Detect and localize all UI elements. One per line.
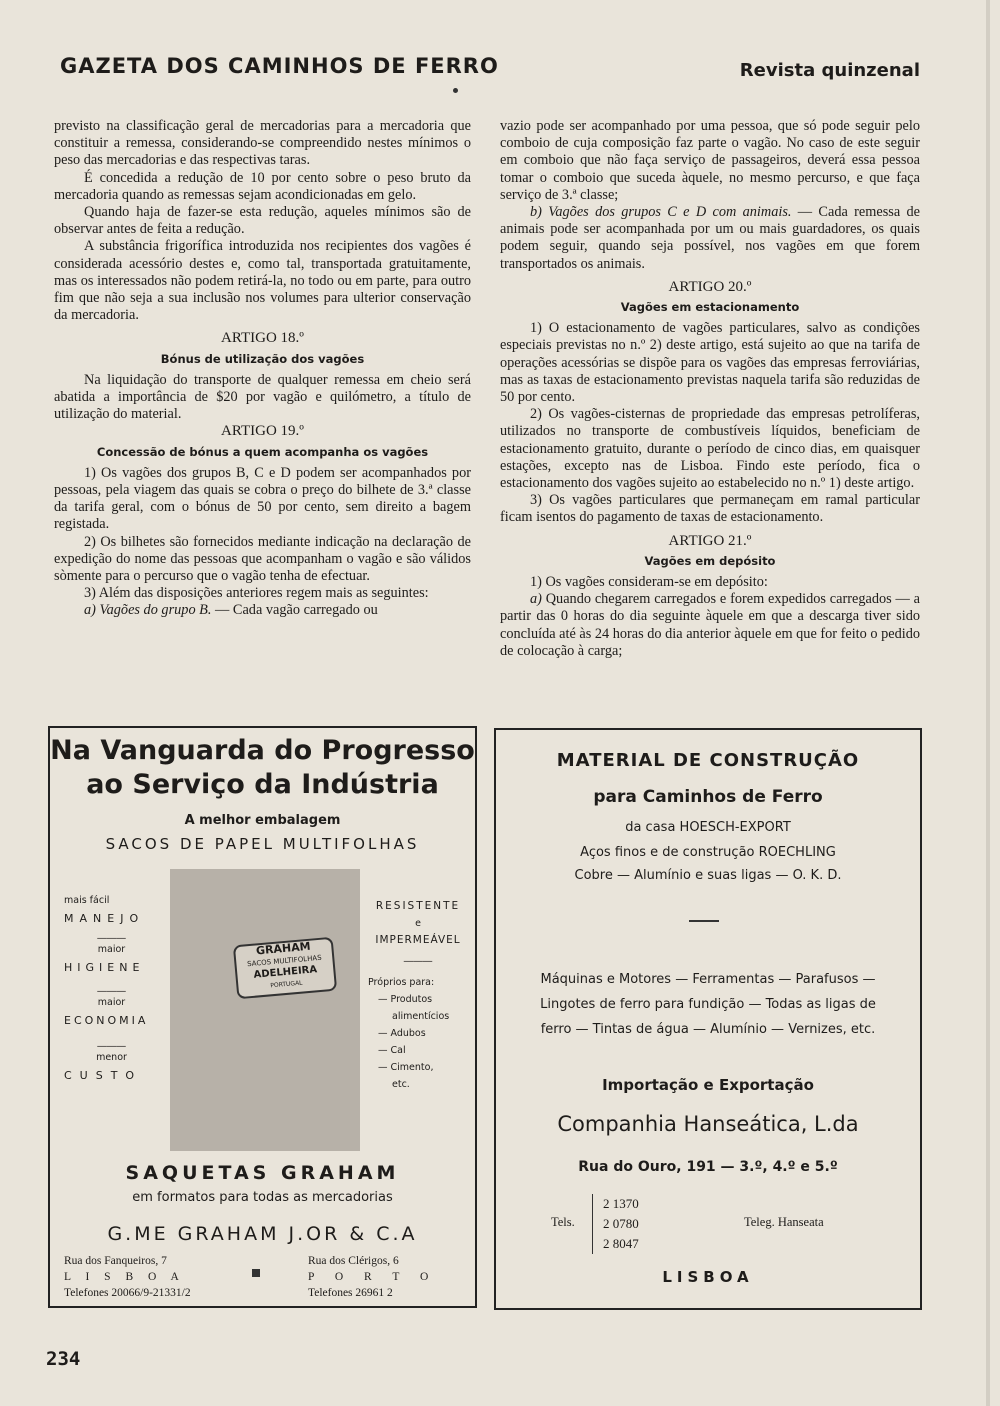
bag-label: [233, 937, 337, 1000]
bag-text: SACOS MULTIFOLHAS: [246, 953, 322, 969]
telephone-number: 2 1370: [603, 1196, 639, 1211]
feature-word: MANEJO: [64, 912, 145, 925]
feature-text: e: [415, 918, 421, 929]
paragraph: 1) O estacionamento de vagões particulares, salvo as condições especiais previstas no n.º 2) deste artigo, está sujeito ao que na tarifa de operações acessórias se dispõe para os vagões das empresas ferroviárias, mas as taxas de estacionamento previstas naquela tarifa são reduzidas de 50 por cento.: [500, 320, 920, 406]
telephone-number: 2 0780: [603, 1216, 639, 1231]
article-heading: ARTIGO 21.º: [668, 532, 752, 549]
import-export: Importação e Exportação: [602, 1076, 814, 1094]
feature-qualifier: menor: [96, 1052, 127, 1063]
divider: [689, 920, 719, 922]
telephone-list: [592, 1194, 639, 1254]
company-address: Rua do Ouro, 191 — 3.º, 4.º e 5.º: [578, 1159, 838, 1175]
header-dot: [453, 88, 458, 93]
ad-headline: MATERIAL DE CONSTRUÇÃO: [556, 750, 860, 771]
feature-word: RESISTENTE: [375, 900, 461, 912]
feature-qualifier: maior: [97, 997, 126, 1008]
use-item: etc.: [392, 1079, 410, 1090]
paragraph: 2) Os bilhetes são fornecidos mediante indicação na declaração de expedição do nome das pessoas que acompanham o vagão e são válidos sòmente para o percurso que o vagão tenha de efectuar.: [54, 533, 471, 585]
article-subheading: Vagões em depósito: [644, 553, 776, 568]
page-number: 234: [46, 1348, 81, 1370]
paragraph: Na liquidação do transporte de qualquer remessa em cheio será abatida a importância de $20 por vagão e quilómetro, a título de utilização do material.: [54, 371, 471, 423]
use-item: — Produtos: [378, 994, 433, 1005]
ad-headline: [50, 734, 475, 802]
ad-headline-line: Na Vanguarda do Progresso: [50, 735, 475, 766]
paper-bag-illustration: [170, 869, 360, 1151]
telegraph: Teleg. Hanseata: [744, 1215, 824, 1229]
paragraph: 1) Os vagões consideram-se em depósito:: [530, 574, 768, 591]
feature-word: CUSTO: [64, 1069, 143, 1082]
feature-list-right: [368, 898, 468, 1093]
ad-line: Cobre — Alumínio e suas ligas — O. K. D.: [574, 868, 842, 883]
feature-word: HIGIENE: [64, 961, 145, 974]
feature-divider: ―――: [97, 986, 126, 997]
paragraph: [54, 602, 471, 619]
address-city: L I S B O A: [64, 1271, 185, 1283]
paragraph: previsto na classificação geral de mercadorias para a mercadoria que constituir a remessa, considerando-se compreendido nestes mínimos o peso das mercadorias e das respectivas taras.: [54, 118, 471, 169]
address-city: P O R T O: [308, 1271, 438, 1283]
right-column: [500, 118, 920, 660]
use-item: alimentícios: [392, 1011, 450, 1022]
text: Quando chegarem carregados e forem expedidos carregados — a partir das 0 horas do dia seguinte àquele em que a descarga tiver sido concluída até às 24 horas do dia anterior àquele em que for feito o pedido de colocação à carga;: [500, 591, 921, 659]
city: LISBOA: [662, 1268, 754, 1286]
telephone-number: 2 8047: [603, 1236, 639, 1251]
article-heading: ARTIGO 20.º: [668, 278, 752, 295]
italic-text: a): [530, 591, 542, 608]
bag-brand: GRAHAM: [255, 939, 312, 958]
paragraph: 3) Os vagões particulares que permaneçam em ramal particular ficam isentos do pagamento de taxas de estacionamento.: [500, 492, 920, 526]
article-heading: ARTIGO 19.º: [221, 423, 304, 440]
separator-square: [252, 1269, 260, 1277]
paragraph: É concedida a redução de 10 por cento sobre o peso bruto da mercadoria quando as remessas sejam acondicionadas em gelo.: [54, 169, 471, 203]
paragraph: 1) Os vagões dos grupos B, C e D podem ser acompanhados por pessoas, pela viagem das quais se cobra o preço do bilhete de 3.ª classe da tarifa geral, com o bónus de 50 por cento, sem direito a bagem registada.: [54, 464, 471, 533]
italic-text: a) Vagões do grupo B.: [84, 602, 212, 619]
address-lisboa: [64, 1253, 191, 1301]
article-heading: ARTIGO 18.º: [221, 330, 304, 347]
page-edge: [986, 0, 990, 1406]
paragraph: [500, 591, 920, 660]
ad-headline-line: ao Serviço da Indústria: [86, 769, 439, 800]
use-item: — Cal: [378, 1045, 406, 1056]
company-name: Companhia Hanseática, L.da: [557, 1112, 859, 1136]
feature-word: IMPERMEÁVEL: [375, 934, 461, 946]
left-column: [54, 118, 471, 620]
feature-divider: ―――: [97, 933, 126, 944]
hanseatica-advertisement: [494, 728, 922, 1310]
text: — Cada remessa de animais pode ser acompanhada por um ou mais guardadores, os quais podem seguir, quando seja possível, nos vagões em que forem transportados os animais.: [500, 204, 920, 272]
paragraph: 3) Além das disposições anteriores regem mais as seguintes:: [84, 585, 429, 602]
paragraph: Quando haja de fazer-se esta redução, aqueles mínimos são de observar antes de feita a redução.: [54, 204, 471, 238]
address-line: Rua dos Clérigos, 6: [308, 1255, 399, 1267]
paragraph: 2) Os vagões-cisternas de propriedade das empresas petrolíferas, utilizados no transporte de combustíveis líquidos, beneficiam de estacionamento gratuito, durante o período de cinco dias, em quaisquer estações, excepto nas de Lisboa. Findo este período, fica o estacionamento dos vagões sujeito ao estabelecido no n.º 1) deste artigo.: [500, 406, 920, 492]
brand-subtitle: em formatos para todas as mercadorias: [132, 1190, 393, 1205]
article-subheading: Vagões em estacionamento: [620, 300, 800, 315]
brand-name: SAQUETAS GRAHAM: [125, 1162, 400, 1184]
graham-advertisement: [48, 726, 477, 1308]
products-list: Máquinas e Motores — Ferramentas — Parafusos — Lingotes de ferro para fundição — Todas as ligas de ferro — Tintas de água — Alumínio — Vernizes, etc.: [540, 972, 876, 1037]
paragraph: vazio pode ser acompanhado por uma pessoa, que só pode seguir pelo comboio de cuja composição faz parte o vagão. No caso de este seguir em comboio que não faça serviço de passageiros, deverá essa pessoa tomar o comboio que suceda àquele, no mesmo percurso, e que faça serviço de 3.ª classe;: [500, 118, 920, 203]
company-name: G.ME GRAHAM J.OR & C.A: [107, 1223, 418, 1245]
article-subheading: Concessão de bónus a quem acompanha os vagões: [96, 444, 429, 459]
ad-subheadline: para Caminhos de Ferro: [593, 787, 823, 807]
paragraph: [500, 204, 920, 273]
ad-line: Aços finos e de construção ROECHLING: [580, 845, 836, 860]
address-phone: Telefones 26961 2: [308, 1287, 393, 1299]
feature-list-left: [64, 895, 159, 1082]
feature-qualifier: mais fácil: [64, 895, 110, 906]
address-line: Rua dos Fanqueiros, 7: [64, 1255, 167, 1267]
feature-qualifier: maior: [97, 944, 126, 955]
ad-tagline: A melhor embalagem: [184, 813, 341, 828]
ad-line: da casa HOESCH-EXPORT: [625, 820, 791, 835]
bag-text: ADELHEIRA: [253, 964, 318, 981]
article-subheading: Bónus de utilização dos vagões: [160, 351, 365, 366]
feature-divider: ―――: [403, 956, 433, 967]
feature-divider: ―――: [97, 1041, 126, 1052]
journal-subtitle: Revista quinzenal: [739, 60, 920, 81]
paragraph: A substância frigorífica introduzida nos recipientes dos vagões é considerada acessório destes e, como tal, transportada gratuitamente, mas os interessados não podem retirá-la, no todo ou em parte, para outro fim que não seja a sua inclusão nos volumes para ulterior conservação da mercadoria.: [54, 238, 471, 324]
telephones-label: Tels.: [551, 1215, 575, 1229]
bag-text: PORTUGAL: [270, 979, 303, 990]
use-item: — Cimento,: [378, 1062, 434, 1073]
use-item: — Adubos: [378, 1028, 426, 1039]
ad-product: SACOS DE PAPEL MULTIFOLHAS: [105, 835, 420, 853]
uses-heading: Próprios para:: [368, 977, 435, 988]
italic-text: b) Vagões dos grupos C e D com animais.: [530, 204, 792, 221]
journal-title: GAZETA DOS CAMINHOS DE FERRO: [60, 54, 499, 78]
address-porto: [308, 1253, 437, 1301]
feature-word: ECONOMIA: [64, 1014, 149, 1027]
text: — Cada vagão carregado ou: [211, 602, 378, 619]
address-phone: Telefones 20066/9-21331/2: [64, 1287, 191, 1299]
